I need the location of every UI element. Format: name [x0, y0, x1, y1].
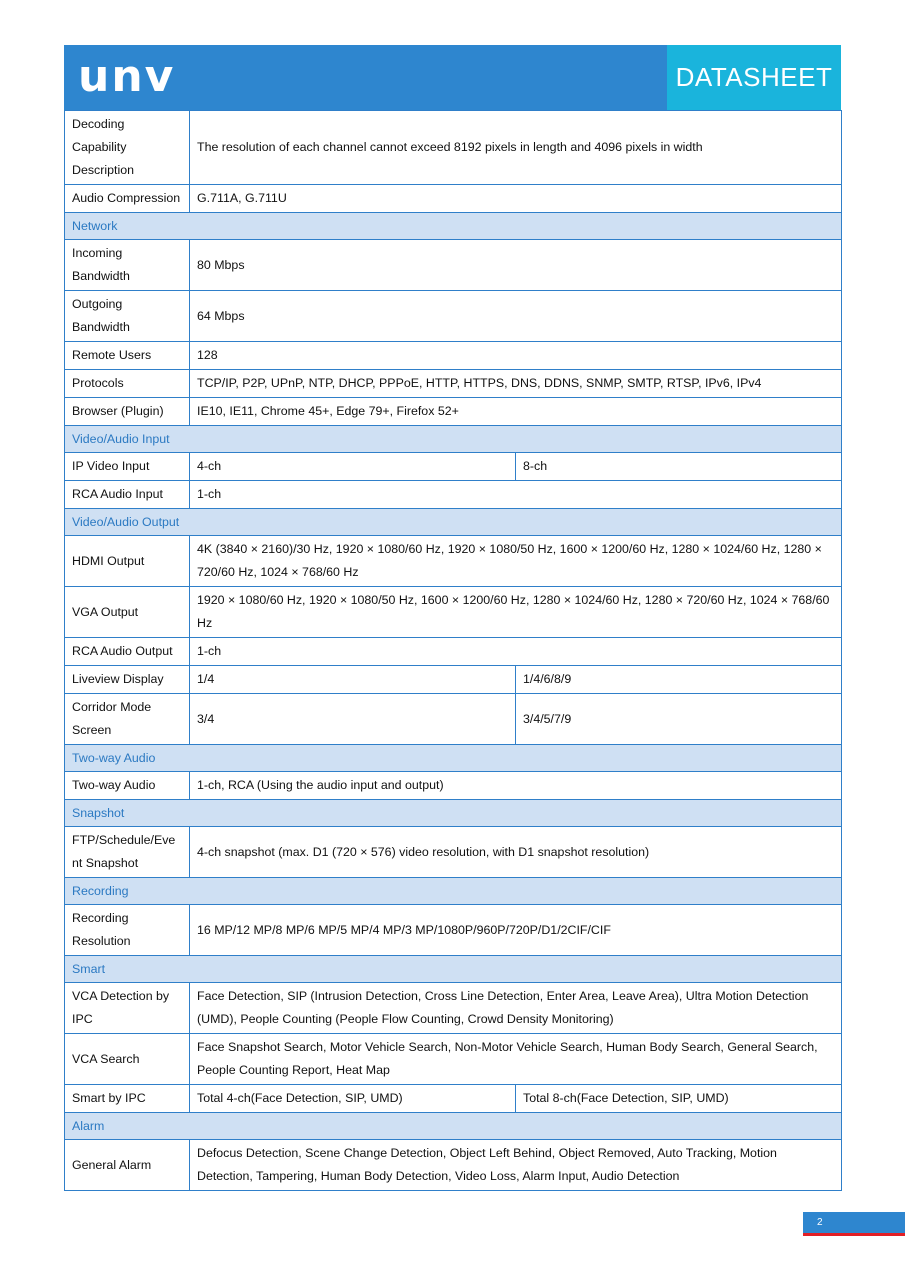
spec-value: The resolution of each channel cannot exceed 8192 pixels in length and 4096 pixels in width	[190, 111, 842, 185]
section-header-row	[65, 745, 842, 772]
spec-value: 1/4/6/8/9	[516, 666, 842, 694]
section-title: Two-way Audio	[65, 745, 842, 772]
spec-value: 4-ch	[190, 453, 516, 481]
spec-label: Two-way Audio	[65, 772, 190, 800]
spec-value: 1-ch	[190, 481, 842, 509]
section-header-row	[65, 800, 842, 827]
section-title: Smart	[65, 956, 842, 983]
section-title: Alarm	[65, 1113, 842, 1140]
spec-label: Remote Users	[65, 342, 190, 370]
spec-row	[65, 1140, 842, 1191]
spec-label: Recording Resolution	[65, 905, 190, 956]
spec-label: RCA Audio Output	[65, 638, 190, 666]
spec-value: 80 Mbps	[190, 240, 842, 291]
section-header-row	[65, 213, 842, 240]
spec-value: 16 MP/12 MP/8 MP/6 MP/5 MP/4 MP/3 MP/1080P/960P/720P/D1/2CIF/CIF	[190, 905, 842, 956]
spec-value: Total 8-ch(Face Detection, SIP, UMD)	[516, 1085, 842, 1113]
spec-row	[65, 342, 842, 370]
spec-value: Face Snapshot Search, Motor Vehicle Search, Non-Motor Vehicle Search, Human Body Search, General Search, People Counting Report, Heat Map	[190, 1034, 842, 1085]
spec-label: Liveview Display	[65, 666, 190, 694]
spec-value: 3/4	[190, 694, 516, 745]
spec-label: VCA Detection by IPC	[65, 983, 190, 1034]
section-title: Video/Audio Output	[65, 509, 842, 536]
spec-label: Smart by IPC	[65, 1085, 190, 1113]
section-title: Network	[65, 213, 842, 240]
spec-label: Browser (Plugin)	[65, 398, 190, 426]
datasheet-banner	[667, 45, 841, 110]
spec-label: Audio Compression	[65, 185, 190, 213]
spec-label: General Alarm	[65, 1140, 190, 1191]
page-header	[64, 45, 841, 110]
spec-row	[65, 827, 842, 878]
spec-value: 64 Mbps	[190, 291, 842, 342]
spec-value: 8-ch	[516, 453, 842, 481]
spec-row	[65, 481, 842, 509]
spec-label: Decoding Capability Description	[65, 111, 190, 185]
section-header-row	[65, 878, 842, 905]
page-number: 2	[803, 1212, 905, 1233]
spec-row	[65, 291, 842, 342]
section-title: Recording	[65, 878, 842, 905]
spec-label: VCA Search	[65, 1034, 190, 1085]
spec-value: 1-ch, RCA (Using the audio input and output)	[190, 772, 842, 800]
spec-row	[65, 453, 842, 481]
spec-value: Defocus Detection, Scene Change Detection, Object Left Behind, Object Removed, Auto Tracking, Motion Detection, Tampering, Human Body Detection, Video Loss, Alarm Input, Audio Detection	[190, 1140, 842, 1191]
spec-row	[65, 587, 842, 638]
spec-value: 4K (3840 × 2160)/30 Hz, 1920 × 1080/60 Hz, 1920 × 1080/50 Hz, 1600 × 1200/60 Hz, 1280 × 1024/60 Hz, 1280 × 720/60 Hz, 1024 × 768/60 Hz	[190, 536, 842, 587]
spec-row	[65, 1034, 842, 1085]
spec-value: G.711A, G.711U	[190, 185, 842, 213]
section-title: Snapshot	[65, 800, 842, 827]
spec-label: Incoming Bandwidth	[65, 240, 190, 291]
spec-value: 3/4/5/7/9	[516, 694, 842, 745]
spec-value: 128	[190, 342, 842, 370]
unv-logo: unv	[78, 51, 176, 102]
spec-row	[65, 666, 842, 694]
spec-label: RCA Audio Input	[65, 481, 190, 509]
spec-row	[65, 905, 842, 956]
section-header-row	[65, 426, 842, 453]
spec-label: FTP/Schedule/Event Snapshot	[65, 827, 190, 878]
section-header-row	[65, 956, 842, 983]
spec-label: IP Video Input	[65, 453, 190, 481]
spec-table	[64, 110, 842, 1191]
spec-row	[65, 185, 842, 213]
section-header-row	[65, 1113, 842, 1140]
spec-value: 1920 × 1080/60 Hz, 1920 × 1080/50 Hz, 1600 × 1200/60 Hz, 1280 × 1024/60 Hz, 1280 × 720/60 Hz, 1024 × 768/60 Hz	[190, 587, 842, 638]
spec-row	[65, 1085, 842, 1113]
datasheet-title: DATASHEET	[675, 62, 833, 92]
spec-label: HDMI Output	[65, 536, 190, 587]
spec-row	[65, 111, 842, 185]
spec-value: Face Detection, SIP (Intrusion Detection, Cross Line Detection, Enter Area, Leave Area), Ultra Motion Detection (UMD), People Counting (People Flow Counting, Crowd Density Monitoring)	[190, 983, 842, 1034]
section-header-row	[65, 509, 842, 536]
spec-value: TCP/IP, P2P, UPnP, NTP, DHCP, PPPoE, HTTP, HTTPS, DNS, DDNS, SNMP, SMTP, RTSP, IPv6, IPv4	[190, 370, 842, 398]
spec-row	[65, 638, 842, 666]
spec-row	[65, 398, 842, 426]
spec-row	[65, 370, 842, 398]
spec-value: Total 4-ch(Face Detection, SIP, UMD)	[190, 1085, 516, 1113]
spec-row	[65, 694, 842, 745]
spec-label: Corridor Mode Screen	[65, 694, 190, 745]
footer-accent-line	[803, 1233, 905, 1236]
spec-value: 1-ch	[190, 638, 842, 666]
spec-value: IE10, IE11, Chrome 45+, Edge 79+, Firefox 52+	[190, 398, 842, 426]
spec-row	[65, 772, 842, 800]
spec-row	[65, 536, 842, 587]
spec-label: Protocols	[65, 370, 190, 398]
spec-value: 1/4	[190, 666, 516, 694]
section-title: Video/Audio Input	[65, 426, 842, 453]
spec-label: VGA Output	[65, 587, 190, 638]
spec-row	[65, 240, 842, 291]
spec-value: 4-ch snapshot (max. D1 (720 × 576) video resolution, with D1 snapshot resolution)	[190, 827, 842, 878]
spec-label: Outgoing Bandwidth	[65, 291, 190, 342]
spec-row	[65, 983, 842, 1034]
